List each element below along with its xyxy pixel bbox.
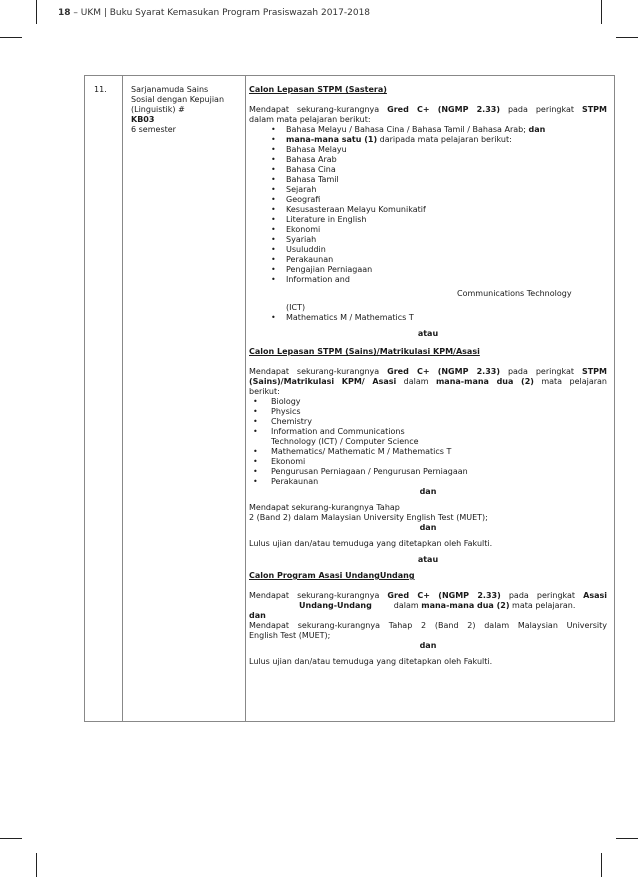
section-heading-stpm-sastera: Calon Lepasan STPM (Sastera) xyxy=(249,85,387,94)
dan-connector: dan xyxy=(249,611,266,620)
program-duration: 6 semester xyxy=(131,125,176,134)
list-item: • Mathematics M / Mathematics T xyxy=(271,313,414,322)
list-item: • Bahasa Melayu / Bahasa Cina / Bahasa Tamil / Bahasa Arab; dan xyxy=(271,125,546,134)
program-code: KB03 xyxy=(131,115,155,124)
requirement-text: Undang-Undang dalam mana-mana dua (2) mata pelajaran. xyxy=(299,601,576,610)
dan-connector: dan xyxy=(419,641,437,650)
list-item: • Information and xyxy=(271,275,350,284)
list-item: • Information and Communications xyxy=(253,427,405,436)
muet-text: Mendapat sekurang-kurangnya Tahap xyxy=(249,503,400,512)
list-item-wrap: (ICT) xyxy=(286,303,306,312)
list-item: • Bahasa Cina xyxy=(271,165,336,174)
row-number: 11. xyxy=(94,85,107,94)
requirement-text: (Sains)/Matrikulasi KPM/ Asasi dalam mana-mana dua (2) mata pelajaran xyxy=(249,377,607,386)
program-name-line: (Linguistik) # xyxy=(131,105,185,114)
crop-mark xyxy=(601,0,602,24)
list-item-wrap: Technology (ICT) / Computer Science xyxy=(271,437,419,446)
dan-connector: dan xyxy=(419,487,437,496)
program-name-line: Sarjanamuda Sains xyxy=(131,85,209,94)
requirement-text: Mendapat sekurang-kurangnya Gred C+ (NGMP 2.33) pada peringkat STPM xyxy=(249,105,607,114)
muet-text: Mendapat sekurang-kurangnya Tahap 2 (Band 2) dalam Malaysian University xyxy=(249,621,607,630)
list-item: • Ekonomi xyxy=(271,225,321,234)
page-number: 18 xyxy=(58,8,71,18)
list-item: • Usuluddin xyxy=(271,245,326,254)
list-item: • Bahasa Arab xyxy=(271,155,337,164)
dan-connector: dan xyxy=(419,523,437,532)
interview-text: Lulus ujian dan/atau temuduga yang ditetapkan oleh Fakulti. xyxy=(249,539,493,548)
atau-connector: atau xyxy=(417,555,439,564)
crop-mark xyxy=(601,853,602,877)
requirement-text: dalam mata pelajaran berikut: xyxy=(249,115,371,124)
list-item: • Chemistry xyxy=(253,417,312,426)
list-item: • Perakaunan xyxy=(253,477,319,486)
list-item: • mana-mana satu (1) daripada mata pelajaran berikut: xyxy=(271,135,512,144)
list-item: • Ekonomi xyxy=(253,457,306,466)
section-heading-stpm-sains: Calon Lepasan STPM (Sains)/Matrikulasi KPM/Asasi xyxy=(249,347,480,356)
list-item: • Kesusasteraan Melayu Komunikatif xyxy=(271,205,426,214)
crop-mark xyxy=(0,37,22,38)
section-heading-asasi-undang: Calon Program Asasi UndangUndang xyxy=(249,571,415,580)
crop-mark xyxy=(0,838,22,839)
requirements-table xyxy=(84,75,615,722)
list-item: • Biology xyxy=(253,397,301,406)
crop-mark xyxy=(36,0,37,24)
list-item-wrap: Communications Technology xyxy=(457,289,572,298)
list-item: • Pengurusan Perniagaan / Pengurusan Perniagaan xyxy=(253,467,468,476)
program-cell xyxy=(131,85,257,135)
requirement-text: Mendapat sekurang-kurangnya Gred C+ (NGMP 2.33) pada peringkat Asasi xyxy=(249,591,608,600)
requirement-text: berikut: xyxy=(249,387,280,396)
list-item: • Perakaunan xyxy=(271,255,334,264)
list-item: • Sejarah xyxy=(271,185,317,194)
list-item: • Mathematics/ Mathematic M / Mathematics T xyxy=(253,447,452,456)
crop-mark xyxy=(616,37,638,38)
muet-text: English Test (MUET); xyxy=(249,631,331,640)
header-title: – UKM | Buku Syarat Kemasukan Program Prasiswazah 2017-2018 xyxy=(70,8,371,18)
muet-text: 2 (Band 2) dalam Malaysian University English Test (MUET); xyxy=(249,513,488,522)
list-item: • Pengajian Perniagaan xyxy=(271,265,373,274)
interview-text: Lulus ujian dan/atau temuduga yang ditetapkan oleh Fakulti. xyxy=(249,657,493,666)
program-name-line: Sosial dengan Kepujian xyxy=(131,95,225,104)
list-item: • Bahasa Melayu xyxy=(271,145,347,154)
requirements-cell xyxy=(249,85,607,667)
atau-connector: atau xyxy=(417,329,439,338)
requirement-text: Mendapat sekurang-kurangnya Gred C+ (NGMP 2.33) pada peringkat STPM xyxy=(249,367,607,376)
crop-mark xyxy=(616,838,638,839)
list-item: • Bahasa Tamil xyxy=(271,175,339,184)
page-header xyxy=(58,8,370,18)
crop-mark xyxy=(36,853,37,877)
list-item: • Syariah xyxy=(271,235,317,244)
list-item: • Literature in English xyxy=(271,215,367,224)
list-item: • Physics xyxy=(253,407,301,416)
list-item: • Geografi xyxy=(271,195,321,204)
